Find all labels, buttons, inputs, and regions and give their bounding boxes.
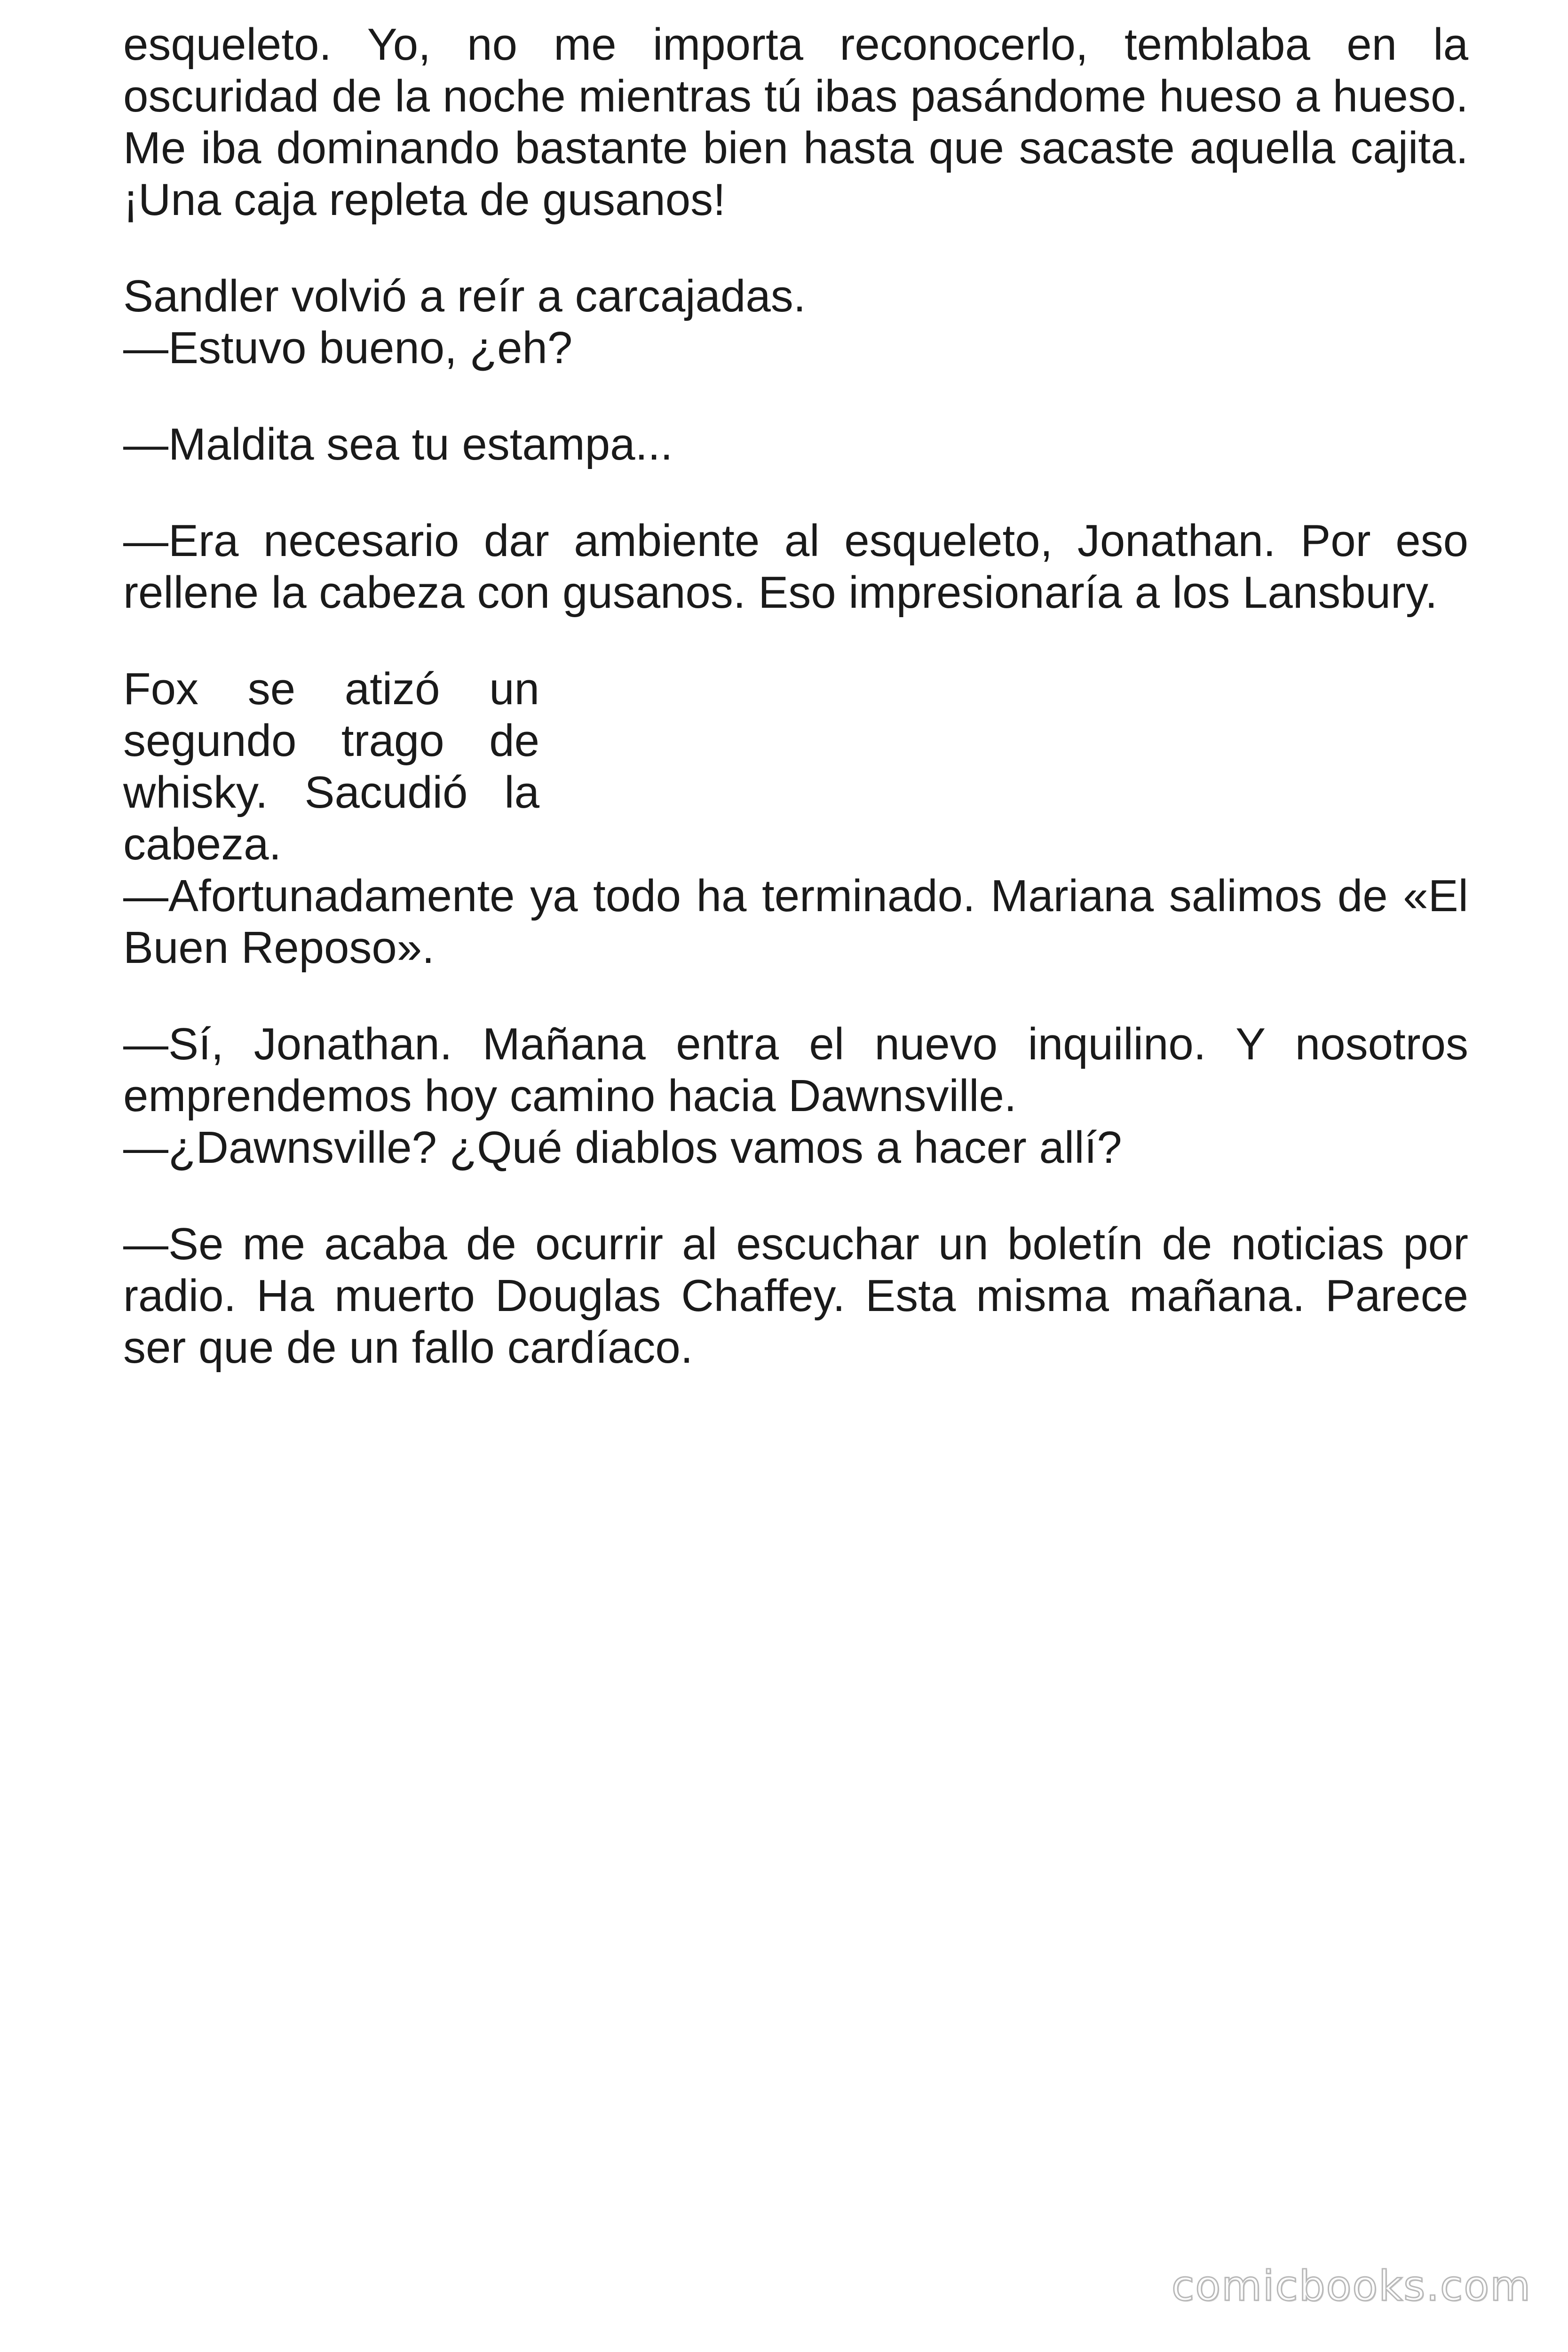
paragraph-gap xyxy=(123,470,1468,515)
paragraph-2-line-1: Sandler volvió a reír a carcajadas. xyxy=(123,271,806,321)
paragraph-gap xyxy=(123,226,1468,270)
paragraph-gap xyxy=(123,974,1468,1018)
watermark-text: comicbooks.com xyxy=(1171,2262,1531,2310)
paragraph-5-continuation: —Afortunadamente ya todo ha terminado. Mariana salimos de «El Buen Reposo». xyxy=(123,871,1468,973)
paragraph-2-line-2: —Estuvo bueno, ¿eh? xyxy=(123,323,573,373)
paragraph-6-line-2: —¿Dawnsville? ¿Qué diablos vamos a hacer allí? xyxy=(123,1122,1122,1173)
paragraph-7: —Se me acaba de ocurrir al escuchar un boletín de noticias por radio. Ha muerto Douglas Chaffey. Esta misma mañana. Parece ser que de un fallo cardíaco. xyxy=(123,1219,1468,1373)
page-body xyxy=(123,0,1468,1374)
paragraph-gap xyxy=(123,619,1468,663)
paragraph-3: —Maldita sea tu estampa... xyxy=(123,419,673,469)
paragraph-5-narrow: Fox se atizó un segundo trago de whisky. Sacudió la cabeza. xyxy=(123,664,539,869)
paragraph-4: —Era necesario dar ambiente al esqueleto, Jonathan. Por eso rellene la cabeza con gusanos. Eso impresionaría a los Lansbury. xyxy=(123,516,1468,618)
paragraph-1: esqueleto. Yo, no me importa reconocerlo, temblaba en la oscuridad de la noche mientras tú ibas pasándome hueso a hueso. Me iba dominando bastante bien hasta que sacaste aquella cajita. ¡Una caja repleta de gusanos! xyxy=(123,19,1468,225)
paragraph-gap xyxy=(123,1174,1468,1218)
paragraph-gap xyxy=(123,374,1468,419)
paragraph-6: —Sí, Jonathan. Mañana entra el nuevo inquilino. Y nosotros emprendemos hoy camino hacia Dawnsville. xyxy=(123,1019,1468,1121)
